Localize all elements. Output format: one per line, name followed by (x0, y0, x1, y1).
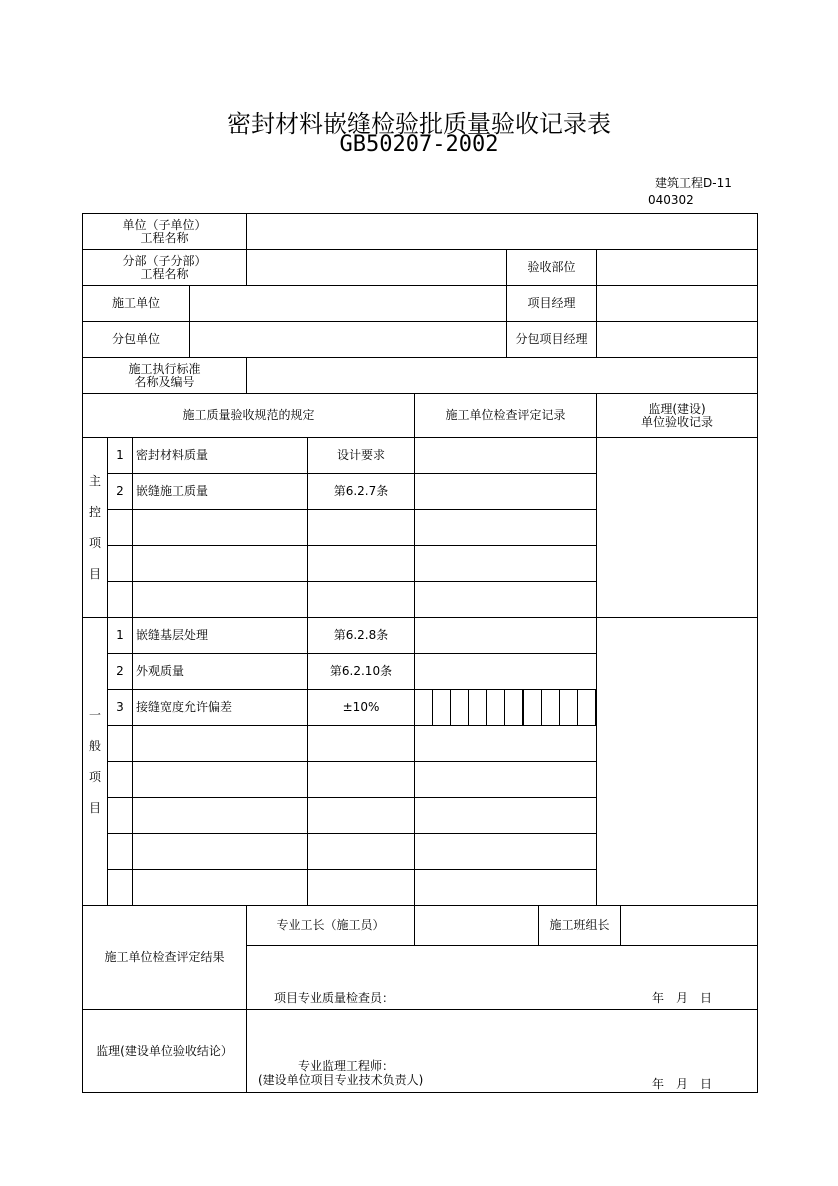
item-requirement: 设计要求 (307, 437, 415, 474)
item-requirement: 第6.2.8条 (307, 617, 415, 654)
item-number: 1 (107, 617, 133, 654)
item-name (132, 869, 308, 906)
item-requirement (307, 581, 415, 618)
subcontract-manager-field[interactable] (596, 321, 758, 358)
record-cell[interactable] (414, 869, 597, 906)
item-name (132, 581, 308, 618)
item-number (107, 581, 133, 618)
standard-label: 施工执行标准 名称及编号 (82, 357, 247, 394)
item-name (132, 509, 308, 546)
item-requirement (307, 509, 415, 546)
record-cell[interactable] (414, 581, 597, 618)
record-cell[interactable] (414, 761, 597, 798)
sub-name-field[interactable] (246, 249, 507, 286)
item-number: 1 (107, 437, 133, 474)
construction-unit-field[interactable] (189, 285, 507, 322)
item-requirement: 第6.2.7条 (307, 473, 415, 510)
item-name (132, 761, 308, 798)
conclusion-date: 年 月 日 (652, 1077, 713, 1091)
item-name: 密封材料质量 (132, 437, 308, 474)
accept-part-label: 验收部位 (506, 249, 597, 286)
record-cell[interactable] (414, 509, 597, 546)
item-number (107, 797, 133, 834)
item-name (132, 797, 308, 834)
engineer-label: 专业监理工程师： (297, 1059, 394, 1073)
item-number (107, 725, 133, 762)
main-control-label: 主 控 项 目 (82, 437, 108, 618)
standard-field[interactable] (246, 357, 758, 394)
item-requirement (307, 797, 415, 834)
item-name: 外观质量 (132, 653, 308, 690)
record-cell[interactable] (414, 545, 597, 582)
measure-cell[interactable] (468, 689, 487, 726)
record-column-header: 施工单位检查评定记录 (414, 393, 597, 438)
measure-cell[interactable] (559, 689, 578, 726)
form-title: 密封材料嵌缝检验批质量验收记录表 (227, 110, 611, 138)
item-name (132, 545, 308, 582)
item-requirement: ±10% (307, 689, 415, 726)
item-number: 2 (107, 473, 133, 510)
item-number (107, 833, 133, 870)
project-manager-field[interactable] (596, 285, 758, 322)
form-number: 040302 (648, 193, 694, 207)
item-number (107, 545, 133, 582)
item-requirement (307, 833, 415, 870)
subcontract-unit-field[interactable] (189, 321, 507, 358)
record-cell[interactable] (414, 797, 597, 834)
subcontract-unit-label: 分包单位 (82, 321, 190, 358)
record-cell[interactable] (414, 833, 597, 870)
result-label: 施工单位检查评定结果 (82, 905, 247, 1010)
measure-cell[interactable] (450, 689, 469, 726)
item-number (107, 869, 133, 906)
record-cell[interactable] (414, 689, 433, 726)
record-cell[interactable] (414, 725, 597, 762)
foreman-field[interactable] (414, 905, 539, 946)
measure-cell[interactable] (504, 689, 523, 726)
accept-part-field[interactable] (596, 249, 758, 286)
measure-cell[interactable] (577, 689, 596, 726)
supervisor-column-header: 监理(建设) 单位验收记录 (596, 393, 758, 438)
conclusion-label: 监理(建设单位验收结论） (82, 1009, 247, 1093)
item-number (107, 761, 133, 798)
construction-unit-label: 施工单位 (82, 285, 190, 322)
item-number: 2 (107, 653, 133, 690)
item-requirement (307, 869, 415, 906)
measure-cell[interactable] (486, 689, 505, 726)
record-cell[interactable] (414, 473, 597, 510)
main-control-supervisor-field[interactable] (596, 437, 758, 618)
item-name (132, 725, 308, 762)
measure-cell[interactable] (541, 689, 560, 726)
record-cell[interactable] (414, 653, 597, 690)
item-requirement (307, 545, 415, 582)
inspector-label: 项目专业质量检查员： (274, 991, 395, 1005)
item-number: 3 (107, 689, 133, 726)
item-requirement: 第6.2.10条 (307, 653, 415, 690)
item-name: 接缝宽度允许偏差 (132, 689, 308, 726)
unit-name-field[interactable] (246, 213, 758, 250)
item-name (132, 833, 308, 870)
engineer-label-2: (建设单位项目专业技术负责人) (258, 1073, 424, 1087)
form-code: 建筑工程D-11 (655, 176, 732, 190)
measure-cell[interactable] (432, 689, 451, 726)
form-subtitle: GB50207-2002 (339, 132, 499, 157)
item-requirement (307, 761, 415, 798)
general-supervisor-field[interactable] (596, 617, 758, 906)
team-leader-field[interactable] (620, 905, 758, 946)
item-name: 嵌缝施工质量 (132, 473, 308, 510)
unit-name-label: 单位（子单位） 工程名称 (82, 213, 247, 250)
item-name: 嵌缝基层处理 (132, 617, 308, 654)
sub-name-label: 分部（子分部） 工程名称 (82, 249, 247, 286)
result-date: 年 月 日 (652, 991, 713, 1005)
measure-cell[interactable] (523, 689, 542, 726)
item-requirement (307, 725, 415, 762)
subcontract-manager-label: 分包项目经理 (506, 321, 597, 358)
team-leader-label: 施工班组长 (538, 905, 621, 946)
project-manager-label: 项目经理 (506, 285, 597, 322)
record-cell[interactable] (414, 437, 597, 474)
foreman-label: 专业工长（施工员） (246, 905, 415, 946)
record-cell[interactable] (414, 617, 597, 654)
general-label: 一 般 项 目 (82, 617, 108, 906)
item-number (107, 509, 133, 546)
spec-column-header: 施工质量验收规范的规定 (82, 393, 415, 438)
